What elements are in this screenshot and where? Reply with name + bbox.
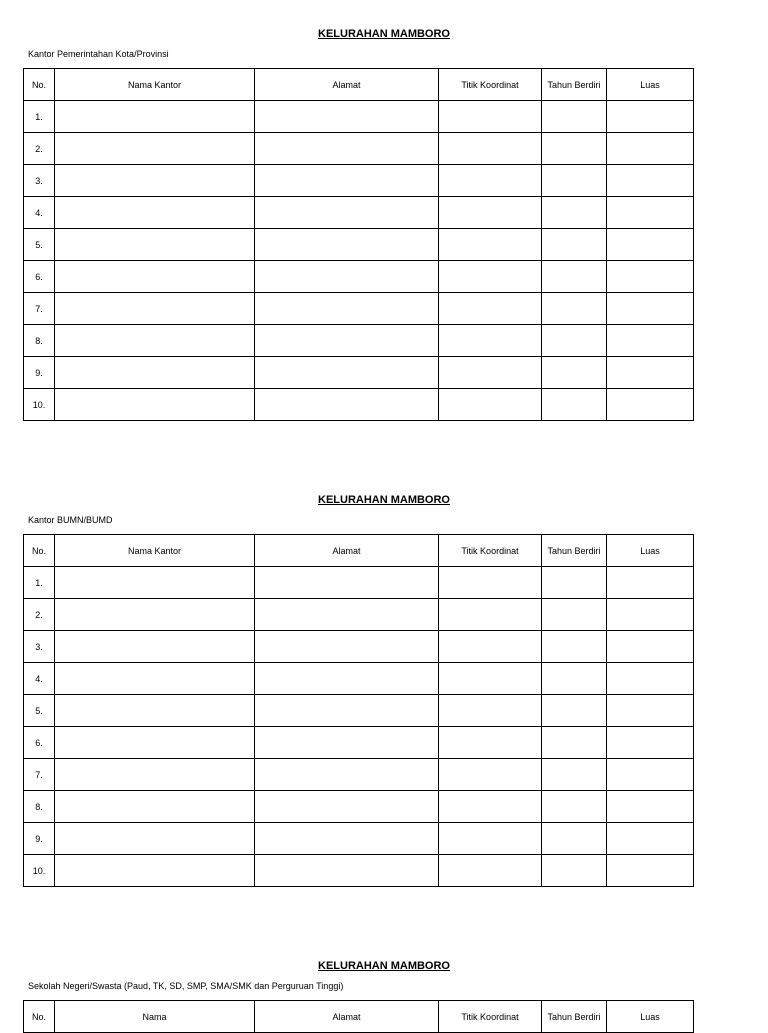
cell-alamat[interactable] <box>255 599 439 631</box>
cell-titik-koordinat[interactable] <box>439 599 542 631</box>
column-header-alamat: Alamat <box>255 69 439 101</box>
table-row <box>24 357 694 389</box>
cell-luas[interactable] <box>607 261 694 293</box>
cell-luas[interactable] <box>607 663 694 695</box>
cell-titik-koordinat[interactable] <box>439 389 542 421</box>
cell-luas[interactable] <box>607 599 694 631</box>
cell-tahun-berdiri[interactable] <box>542 325 607 357</box>
table-row <box>24 791 694 823</box>
cell-nama[interactable] <box>55 389 255 421</box>
cell-tahun-berdiri[interactable] <box>542 101 607 133</box>
cell-luas[interactable] <box>607 823 694 855</box>
column-header-luas: Luas <box>607 69 694 101</box>
cell-titik-koordinat[interactable] <box>439 567 542 599</box>
cell-alamat[interactable] <box>255 165 439 197</box>
column-header-alamat: Alamat <box>255 1001 439 1033</box>
cell-luas[interactable] <box>607 293 694 325</box>
row-number: 6. <box>24 261 55 293</box>
table-row <box>24 133 694 165</box>
column-header-tahun-berdiri: Tahun Berdiri <box>542 535 607 567</box>
cell-luas[interactable] <box>607 791 694 823</box>
cell-nama[interactable] <box>55 663 255 695</box>
cell-nama[interactable] <box>55 165 255 197</box>
column-header-no: No. <box>24 1001 55 1033</box>
column-header-alamat: Alamat <box>255 535 439 567</box>
cell-tahun-berdiri[interactable] <box>542 695 607 727</box>
data-table <box>23 534 694 887</box>
form-section <box>0 958 768 1024</box>
table-row <box>24 197 694 229</box>
column-header-tahun-berdiri: Tahun Berdiri <box>542 69 607 101</box>
table-row <box>24 567 694 599</box>
cell-titik-koordinat[interactable] <box>439 197 542 229</box>
row-number: 3. <box>24 165 55 197</box>
table-row <box>24 229 694 261</box>
cell-luas[interactable] <box>607 567 694 599</box>
cell-tahun-berdiri[interactable] <box>542 631 607 663</box>
cell-titik-koordinat[interactable] <box>439 293 542 325</box>
cell-tahun-berdiri[interactable] <box>542 791 607 823</box>
cell-alamat[interactable] <box>255 631 439 663</box>
data-table <box>23 68 694 421</box>
cell-tahun-berdiri[interactable] <box>542 133 607 165</box>
cell-tahun-berdiri[interactable] <box>542 197 607 229</box>
cell-alamat[interactable] <box>255 855 439 887</box>
cell-alamat[interactable] <box>255 293 439 325</box>
cell-tahun-berdiri[interactable] <box>542 357 607 389</box>
cell-alamat[interactable] <box>255 759 439 791</box>
cell-nama[interactable] <box>55 357 255 389</box>
cell-titik-koordinat[interactable] <box>439 165 542 197</box>
section-title: KELURAHAN MAMBORO <box>318 28 450 40</box>
cell-nama[interactable] <box>55 293 255 325</box>
cell-nama[interactable] <box>55 727 255 759</box>
cell-nama[interactable] <box>55 325 255 357</box>
cell-titik-koordinat[interactable] <box>439 357 542 389</box>
column-header-titik-koordinat: Titik Koordinat <box>439 1001 542 1033</box>
row-number: 4. <box>24 663 55 695</box>
cell-luas[interactable] <box>607 229 694 261</box>
section-subtitle: Sekolah Negeri/Swasta (Paud, TK, SD, SMP, SMA/SMK dan Perguruan Tinggi) <box>28 981 344 991</box>
table-row <box>24 293 694 325</box>
row-number: 1. <box>24 567 55 599</box>
data-table <box>23 1000 694 1033</box>
row-number: 9. <box>24 823 55 855</box>
cell-nama[interactable] <box>55 101 255 133</box>
form-section <box>0 492 768 1024</box>
table-header-row <box>24 535 694 567</box>
column-header-luas: Luas <box>607 1001 694 1033</box>
cell-luas[interactable] <box>607 759 694 791</box>
cell-nama[interactable] <box>55 261 255 293</box>
cell-nama[interactable] <box>55 695 255 727</box>
cell-luas[interactable] <box>607 357 694 389</box>
cell-tahun-berdiri[interactable] <box>542 567 607 599</box>
cell-alamat[interactable] <box>255 197 439 229</box>
cell-nama[interactable] <box>55 823 255 855</box>
cell-luas[interactable] <box>607 389 694 421</box>
cell-alamat[interactable] <box>255 389 439 421</box>
section-title: KELURAHAN MAMBORO <box>318 960 450 972</box>
column-header-no: No. <box>24 69 55 101</box>
table-row <box>24 389 694 421</box>
cell-luas[interactable] <box>607 727 694 759</box>
cell-alamat[interactable] <box>255 325 439 357</box>
cell-alamat[interactable] <box>255 357 439 389</box>
cell-titik-koordinat[interactable] <box>439 695 542 727</box>
table-row <box>24 261 694 293</box>
column-header-no: No. <box>24 535 55 567</box>
cell-nama[interactable] <box>55 599 255 631</box>
column-header-nama: Nama Kantor <box>55 535 255 567</box>
cell-alamat[interactable] <box>255 663 439 695</box>
cell-nama[interactable] <box>55 133 255 165</box>
cell-alamat[interactable] <box>255 567 439 599</box>
column-header-luas: Luas <box>607 535 694 567</box>
cell-alamat[interactable] <box>255 791 439 823</box>
cell-luas[interactable] <box>607 325 694 357</box>
cell-nama[interactable] <box>55 631 255 663</box>
row-number: 3. <box>24 631 55 663</box>
table-row <box>24 823 694 855</box>
section-subtitle: Kantor Pemerintahan Kota/Provinsi <box>28 49 169 59</box>
column-header-nama: Nama <box>55 1001 255 1033</box>
cell-titik-koordinat[interactable] <box>439 229 542 261</box>
table-header-row <box>24 69 694 101</box>
cell-tahun-berdiri[interactable] <box>542 293 607 325</box>
row-number: 8. <box>24 325 55 357</box>
section-title: KELURAHAN MAMBORO <box>318 494 450 506</box>
row-number: 10. <box>24 855 55 887</box>
cell-alamat[interactable] <box>255 727 439 759</box>
row-number: 5. <box>24 229 55 261</box>
cell-titik-koordinat[interactable] <box>439 261 542 293</box>
cell-tahun-berdiri[interactable] <box>542 599 607 631</box>
cell-tahun-berdiri[interactable] <box>542 389 607 421</box>
row-number: 2. <box>24 599 55 631</box>
table-row <box>24 165 694 197</box>
cell-nama[interactable] <box>55 759 255 791</box>
row-number: 4. <box>24 197 55 229</box>
row-number: 1. <box>24 101 55 133</box>
cell-alamat[interactable] <box>255 823 439 855</box>
cell-titik-koordinat[interactable] <box>439 325 542 357</box>
row-number: 5. <box>24 695 55 727</box>
table-row <box>24 599 694 631</box>
row-number: 7. <box>24 759 55 791</box>
cell-tahun-berdiri[interactable] <box>542 663 607 695</box>
cell-nama[interactable] <box>55 197 255 229</box>
table-row <box>24 855 694 887</box>
cell-titik-koordinat[interactable] <box>439 133 542 165</box>
row-number: 9. <box>24 357 55 389</box>
row-number: 6. <box>24 727 55 759</box>
table-row <box>24 695 694 727</box>
cell-luas[interactable] <box>607 855 694 887</box>
cell-alamat[interactable] <box>255 133 439 165</box>
cell-titik-koordinat[interactable] <box>439 631 542 663</box>
cell-tahun-berdiri[interactable] <box>542 727 607 759</box>
cell-tahun-berdiri[interactable] <box>542 823 607 855</box>
cell-titik-koordinat[interactable] <box>439 855 542 887</box>
table-row <box>24 663 694 695</box>
cell-titik-koordinat[interactable] <box>439 663 542 695</box>
row-number: 7. <box>24 293 55 325</box>
cell-titik-koordinat[interactable] <box>439 727 542 759</box>
cell-tahun-berdiri[interactable] <box>542 759 607 791</box>
cell-nama[interactable] <box>55 855 255 887</box>
cell-titik-koordinat[interactable] <box>439 759 542 791</box>
column-header-titik-koordinat: Titik Koordinat <box>439 69 542 101</box>
cell-titik-koordinat[interactable] <box>439 823 542 855</box>
cell-alamat[interactable] <box>255 695 439 727</box>
row-number: 2. <box>24 133 55 165</box>
cell-nama[interactable] <box>55 567 255 599</box>
table-row <box>24 325 694 357</box>
column-header-titik-koordinat: Titik Koordinat <box>439 535 542 567</box>
cell-luas[interactable] <box>607 197 694 229</box>
cell-luas[interactable] <box>607 101 694 133</box>
table-row <box>24 631 694 663</box>
cell-luas[interactable] <box>607 133 694 165</box>
cell-tahun-berdiri[interactable] <box>542 165 607 197</box>
cell-luas[interactable] <box>607 165 694 197</box>
table-row <box>24 101 694 133</box>
cell-luas[interactable] <box>607 631 694 663</box>
column-header-tahun-berdiri: Tahun Berdiri <box>542 1001 607 1033</box>
cell-tahun-berdiri[interactable] <box>542 261 607 293</box>
row-number: 8. <box>24 791 55 823</box>
cell-titik-koordinat[interactable] <box>439 791 542 823</box>
cell-alamat[interactable] <box>255 261 439 293</box>
row-number: 10. <box>24 389 55 421</box>
table-row <box>24 759 694 791</box>
cell-titik-koordinat[interactable] <box>439 101 542 133</box>
cell-luas[interactable] <box>607 695 694 727</box>
table-header-row <box>24 1001 694 1033</box>
cell-alamat[interactable] <box>255 101 439 133</box>
cell-tahun-berdiri[interactable] <box>542 855 607 887</box>
cell-nama[interactable] <box>55 791 255 823</box>
table-row <box>24 727 694 759</box>
cell-tahun-berdiri[interactable] <box>542 229 607 261</box>
cell-nama[interactable] <box>55 229 255 261</box>
section-subtitle: Kantor BUMN/BUMD <box>28 515 113 525</box>
cell-alamat[interactable] <box>255 229 439 261</box>
column-header-nama: Nama Kantor <box>55 69 255 101</box>
